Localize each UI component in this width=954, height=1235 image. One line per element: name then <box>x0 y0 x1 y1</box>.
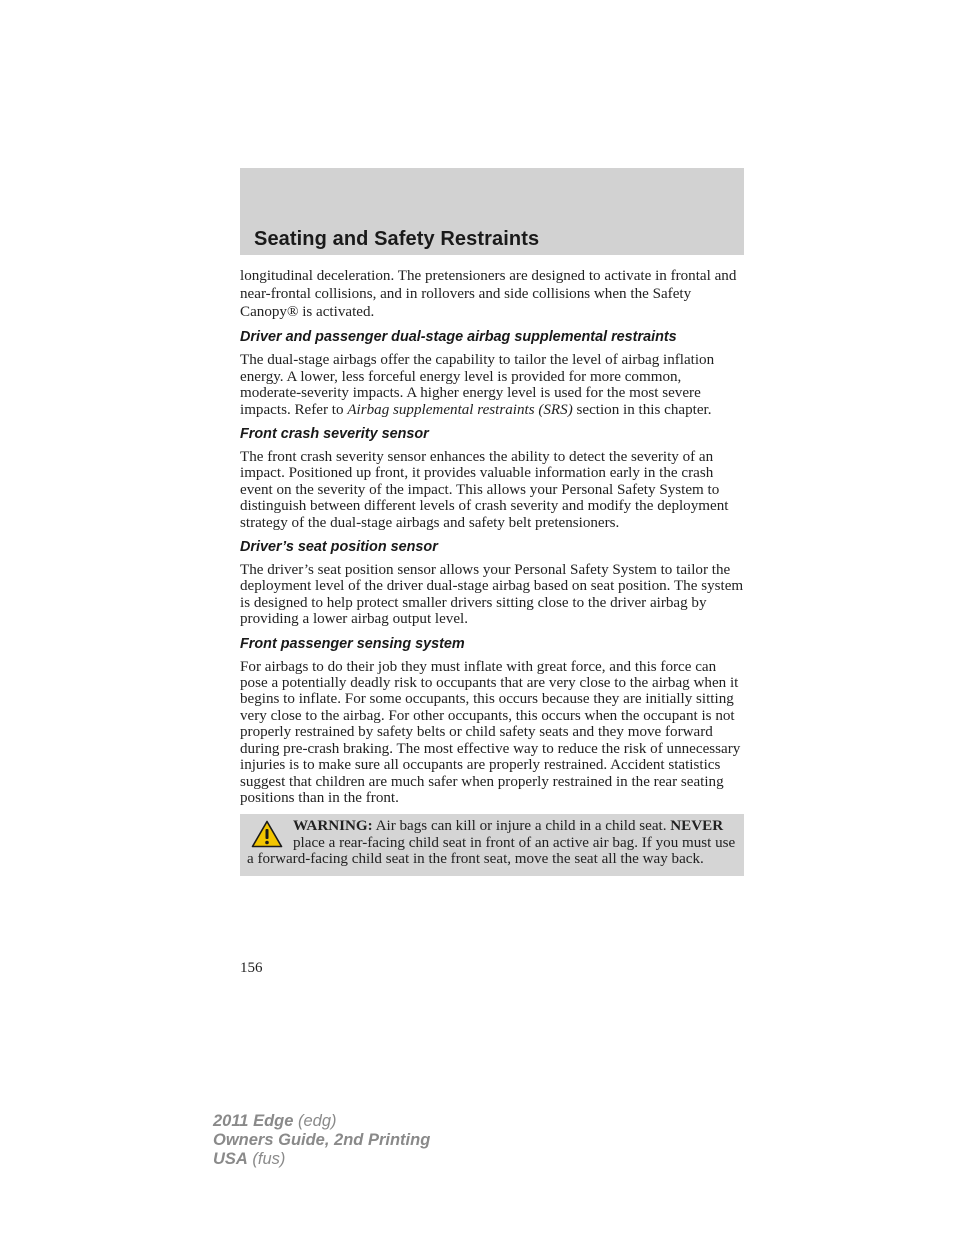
paragraph-seat-position-sensor: The driver’s seat position sensor allows your Personal Safety System to tailor the deployment level of the driver dual-stage airbag based on seat position. The system is designed to help protect smaller drivers sitting close to the driver airbag by providing a lower airbag output level. <box>240 562 744 628</box>
footer-model: 2011 Edge <box>213 1112 294 1130</box>
warning-label: WARNING: <box>293 818 373 835</box>
paragraph-passenger-sensing: For airbags to do their job they must inflate with great force, and this force can pose a potentially deadly risk to occupants that are very close to the airbag when it begins to inflate. For some occupants, this occurs because they are initially sitting very close to the airbag. For other occupants, this occurs when the occupant is not properly restrained by safety belts or child safety seats and they move forward during pre-crash braking. The most effective way to reduce the risk of unnecessary injuries is to make sure all occupants are properly restrained. Accident statistics suggest that children are much safer when properly restrained in the rear seating positions than in the front. <box>240 658 741 806</box>
warning-text-1: Air bags can kill or injure a child in a child seat. <box>372 818 671 835</box>
footer-model-line <box>213 1112 430 1131</box>
warning-text-2: place a rear-facing child seat in front of an active air bag. If you must use a forward-facing child seat in the front seat, move the seat all the way back. <box>247 834 736 868</box>
footer-region-line <box>213 1150 430 1169</box>
heading-seat-position-sensor: Driver’s seat position sensor <box>240 539 438 556</box>
footer-region: USA <box>213 1150 248 1168</box>
page-content <box>240 268 744 876</box>
heading-passenger-sensing: Front passenger sensing system <box>240 635 465 652</box>
warning-never: NEVER <box>670 818 724 835</box>
footer-guide-line: Owners Guide, 2nd Printing <box>213 1131 431 1149</box>
section-header-band <box>240 168 744 255</box>
footer-model-code: (edg) <box>293 1112 337 1130</box>
paragraph-front-crash-sensor: The front crash severity sensor enhances the ability to detect the severity of an impact. Positioned up front, it provides valuable information early in the crash event on the severity of the impact. This allows your Personal Safety System to distinguish between different levels of crash severity and modify the deployment strategy of the dual-stage airbags and safety belt pretensioners. <box>240 449 729 531</box>
intro-paragraph: longitudinal deceleration. The pretensioners are designed to activate in frontal and near-frontal collisions, and in rollovers and side collisions when the Safety Canopy® is activated. <box>240 268 737 320</box>
page-number: 156 <box>240 960 263 976</box>
footer-edition-info <box>213 1112 430 1169</box>
heading-front-crash-sensor: Front crash severity sensor <box>240 426 429 443</box>
section-title: Seating and Safety Restraints <box>254 228 540 250</box>
warning-box <box>240 814 744 875</box>
heading-dual-stage-airbag: Driver and passenger dual-stage airbag supplemental restraints <box>240 329 677 346</box>
footer-region-code: (fus) <box>247 1150 286 1168</box>
dual-stage-text-before-ref: The dual-stage airbags offer the capability to tailor the level of airbag inflation energy. A lower, less forceful energy level is provided for more common, moderate-severity impacts. A higher energy level is used for the most severe impacts. Refer to <box>240 352 715 418</box>
warning-triangle-icon <box>251 820 283 848</box>
dual-stage-text-after-ref: section in this chapter. <box>572 401 712 418</box>
srs-reference: Airbag supplemental restraints (SRS) <box>347 401 573 418</box>
paragraph-dual-stage-airbag <box>240 352 744 418</box>
